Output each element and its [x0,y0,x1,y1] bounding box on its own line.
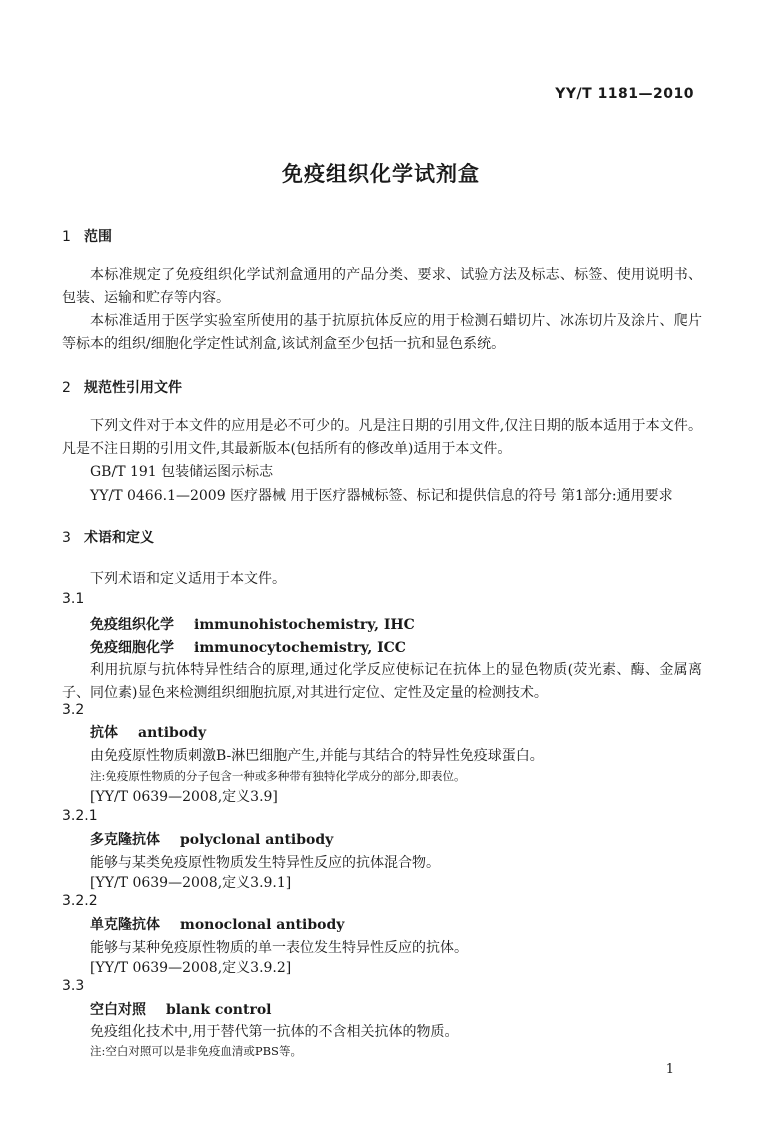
term-number: 3.1 [62,591,85,607]
section-1-paragraph-2: 本标准适用于医学实验室所使用的基于抗原抗体反应的用于检测石蜡切片、冰冻切片及涂片、爬片等标本的组织/细胞化学定性试剂盒,该试剂盒至少包括一抗和显色系统。 [62,313,702,352]
term-english: polyclonal antibody [180,832,334,848]
term-number: 3.2.2 [62,893,98,909]
term-number: 3.3 [62,978,85,994]
term-chinese: 多克隆抗体 [90,832,160,848]
term-monoclonal-antibody [90,914,344,934]
section-title: 规范性引用文件 [84,380,182,396]
term-polyclonal-antibody [90,829,333,849]
term-definition: 利用抗原与抗体特异性结合的原理,通过化学反应使标记在抗体上的显色物质(荧光素、酶、金属离子、同位素)显色来检测组织细胞抗原,对其进行定位、定性及定量的检测技术。 [62,662,702,701]
section-1-heading [62,226,112,246]
term-antibody [90,722,206,742]
term-english: monoclonal antibody [180,917,345,933]
term-number: 3.2 [62,702,85,718]
term-english: immunocytochemistry, ICC [194,640,406,656]
term-icc [90,637,406,657]
term-definition: 能够与某类免疫原性物质发生特异性反应的抗体混合物。 [90,855,440,871]
term-note: 注:免疫原性物质的分子包含一种或多种带有独特化学成分的部分,即表位。 [90,769,466,783]
document-title: 免疫组织化学试剂盒 [282,162,480,186]
section-2-heading [62,377,182,397]
reference-gb-t-191: GB/T 191 包装储运图示标志 [90,464,274,480]
term-english: antibody [138,725,207,741]
term-chinese: 免疫组织化学 [90,617,174,633]
term-note: 注:空白对照可以是非免疫血清或PBS等。 [90,1044,302,1058]
section-number: 3 [62,530,71,546]
page-number: 1 [665,1062,674,1077]
section-number: 1 [62,229,71,245]
term-source: [YY/T 0639—2008,定义3.9] [90,789,278,805]
term-number: 3.2.1 [62,808,98,824]
term-ihc [90,614,415,634]
term-chinese: 抗体 [90,725,118,741]
term-chinese: 空白对照 [90,1002,146,1018]
term-chinese: 免疫细胞化学 [90,640,174,656]
term-blank-control [90,999,271,1019]
term-english: blank control [166,1002,272,1018]
section-1-paragraph-1: 本标准规定了免疫组织化学试剂盒通用的产品分类、要求、试验方法及标志、标签、使用说明书、包装、运输和贮存等内容。 [62,267,702,306]
section-title: 范围 [84,229,112,245]
term-definition: 免疫组化技术中,用于替代第一抗体的不含相关抗体的物质。 [90,1024,459,1040]
term-definition: 由免疫原性物质刺激B-淋巴细胞产生,并能与其结合的特异性免疫球蛋白。 [90,748,544,764]
reference-yy-t-0466: YY/T 0466.1—2009 医疗器械 用于医疗器械标签、标记和提供信息的符号 第1部分:通用要求 [90,488,673,504]
term-definition: 能够与某种免疫原性物质的单一表位发生特异性反应的抗体。 [90,940,468,956]
term-english: immunohistochemistry, IHC [194,617,415,633]
section-title: 术语和定义 [84,530,154,546]
section-2-paragraph: 下列文件对于本文件的应用是必不可少的。凡是注日期的引用文件,仅注日期的版本适用于本文件。凡是不注日期的引用文件,其最新版本(包括所有的修改单)适用于本文件。 [62,418,702,457]
section-3-intro: 下列术语和定义适用于本文件。 [90,571,286,587]
term-chinese: 单克隆抗体 [90,917,160,933]
section-number: 2 [62,380,71,396]
term-source: [YY/T 0639—2008,定义3.9.1] [90,875,292,891]
section-3-heading [62,527,154,547]
term-source: [YY/T 0639—2008,定义3.9.2] [90,960,292,976]
standard-number: YY/T 1181—2010 [555,86,694,102]
